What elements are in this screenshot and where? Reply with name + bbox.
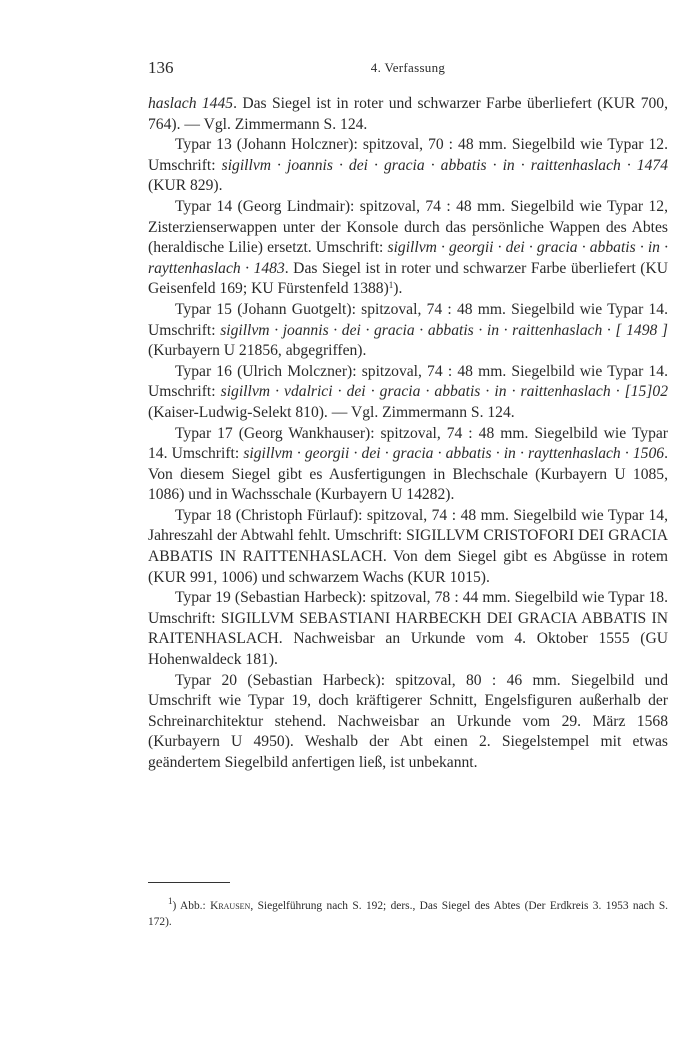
text-run: Typar 19 (Sebastian Harbeck): spitzoval, 78 : 44 mm. Siegelbild wie Typar 18. Umschrift: SIGILLVM SEBASTIANI HARBECKH DEI GRACIA ABBATIS IN RAITENHASLACH. Nachweisbar an Urkunde vom 4. Oktober 1555 (GU Hohenwaldeck 181). xyxy=(148,589,668,669)
footnote-separator xyxy=(148,882,230,883)
text-run: . Das Siegel ist in roter und schwarzer Farbe überliefert (KUR 700, 764). — Vgl. Zimmermann S. 124. xyxy=(148,95,668,133)
paragraph xyxy=(148,362,668,424)
paragraph xyxy=(148,424,668,506)
text-run: (KUR 829). xyxy=(148,177,223,195)
text-run: ) Abb.: xyxy=(172,900,211,912)
text-run: (Kaiser-Ludwig-Selekt 810). — Vgl. Zimmermann S. 124. xyxy=(148,403,515,421)
paragraph xyxy=(148,588,668,670)
text-run: Typar 16 (Ulrich Molczner): spitzoval, 74 : 48 mm. Siegelbild wie Typar 14. Umschrift: xyxy=(148,362,668,401)
seal-inscription: sigillvm · georgii · dei · gracia · abbatis · in · rayttenhaslach · 1483 xyxy=(148,239,669,277)
footnote-marker: 1 xyxy=(388,280,394,291)
paragraph xyxy=(148,506,668,588)
text-run: Typar 13 (Johann Holczner): spitzoval, 70 : 48 mm. Siegelbild wie Typar 12. Umschrift: xyxy=(148,136,668,174)
body-text xyxy=(148,94,668,774)
text-run: Typar 14 (Georg Lindmair): spitzoval, 74 : 48 mm. Siegelbild wie Typar 12, Zisterzienserwappen unter der Konsole durch das persönliche Wappen des Abtes (heraldische Lilie) ersetzt. Umschrift: xyxy=(148,197,668,257)
running-title: 4. Verfassung xyxy=(370,60,446,75)
text-run: Typar 15 (Johann Guotgelt): spitzoval, 74 : 48 mm. Siegelbild wie Typar 14. Umschrift: xyxy=(148,300,668,339)
text-run: Typar 20 (Sebastian Harbeck): spitzoval, 80 : 46 mm. Siegelbild und Umschrift wie Typar 19, doch kräftigerer Schnitt, Engelsfiguren außerhalb der Schreinarchitektur stehend. Nachweisbar an Urkunde vom 29. März 1568 (Kurbayern U 4950). Weshalb der Abt einen 2. Siegelstempel mit etwas geändertem Siegelbild anfertigen ließ, ist unbekannt. xyxy=(148,671,668,771)
seal-inscription: sigillvm · georgii · dei · gracia · abbatis · in · rayttenhaslach · 1506 xyxy=(243,445,665,463)
text-run: ). xyxy=(393,280,403,298)
paragraph xyxy=(148,135,668,197)
text-run: (Kurbayern U 21856, abgegriffen). xyxy=(148,342,367,360)
paragraph xyxy=(148,300,668,362)
page-number: 136 xyxy=(148,58,174,77)
page-header xyxy=(148,58,668,80)
seal-inscription: sigillvm · vdalrici · dei · gracia · abbatis · in · raittenhaslach · [15]02 xyxy=(220,383,668,401)
footnote-marker: 1 xyxy=(168,896,173,906)
text-run: Krausen xyxy=(210,900,251,912)
paragraph xyxy=(148,94,668,135)
footnotes xyxy=(148,898,668,930)
seal-inscription: sigillvm · joannis · dei · gracia · abbatis · in · raittenhaslach · 1474 xyxy=(221,156,668,174)
paragraph xyxy=(148,197,668,300)
seal-inscription: sigillvm · joannis · dei · gracia · abbatis · in · raittenhaslach · [ 1498 ] xyxy=(220,321,668,339)
seal-inscription: haslach 1445 xyxy=(148,95,234,112)
text-run: , Siegelführung nach S. 192; ders., Das Siegel des Abtes (Der Erdkreis 3. 1953 nach S. 172). xyxy=(148,900,669,928)
text-run: . Das Siegel ist in roter und schwarzer Farbe überliefert (KU Geisenfeld 169; KU Fürstenfeld 1388) xyxy=(148,259,668,298)
paragraph xyxy=(148,671,668,774)
text-run: Typar 17 (Georg Wankhauser): spitzoval, 74 : 48 mm. Siegelbild wie Typar 14. Umschrift: xyxy=(148,424,668,463)
footnote xyxy=(148,898,668,930)
text-run: . Von diesem Siegel gibt es Ausfertigungen in Blechschale (Kurbayern U 1085, 1086) und in Wachsschale (Kurbayern U 14282). xyxy=(148,445,668,504)
text-run: Typar 18 (Christoph Fürlauf): spitzoval, 74 : 48 mm. Siegelbild wie Typar 14, Jahreszahl der Abtwahl fehlt. Umschrift: SIGILLVM CRISTOFORI DEI GRACIA ABBATIS IN RAITTENHASLACH. Von dem Siegel gibt es Abgüsse in rotem (KUR 991, 1006) und schwarzem Wachs (KUR 1015). xyxy=(148,506,668,586)
